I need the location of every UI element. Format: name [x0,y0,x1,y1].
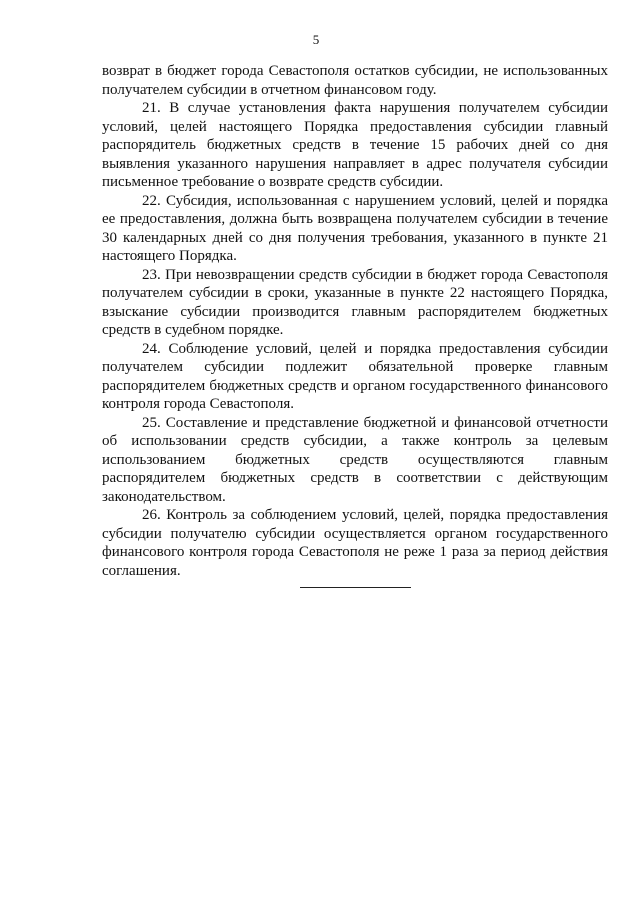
paragraph-21: 21. В случае установления факта нарушения получателем субсидии условий, целей настоящего Порядка предоставления субсидии главный распорядитель бюджетных средств в течение 15 рабочих дней со дня выявления указанного нарушения направляет в адрес получателя субсидии письменное требование о возврате средств субсидии. [102,100,608,190]
paragraph-23: 23. При невозвращении средств субсидии в бюджет города Севастополя получателем субсидии в сроки, указанные в пункте 22 настоящего Порядка, взыскание субсидии производится главным распорядителем бюджетных средств в судебном порядке. [102,266,608,338]
end-of-document-rule [300,587,411,588]
document-body [102,62,608,580]
paragraph-26: 26. Контроль за соблюдением условий, целей, порядка предоставления субсидии получателю субсидии осуществляется органом государственного финансового контроля города Севастополя не реже 1 раза за период действия соглашения. [102,507,608,579]
paragraph-continuation: возврат в бюджет города Севастополя остатков субсидии, не использованных получателем субсидии в отчетном финансовом году. [102,63,608,98]
paragraph-25: 25. Составление и представление бюджетной и финансовой отчетности об использовании средств субсидии, а также контроль за целевым использованием бюджетных средств осуществляются главным распорядителем бюджетных средств в соответствии с действующим законодательством. [102,414,608,505]
paragraph-24: 24. Соблюдение условий, целей и порядка предоставления субсидии получателем субсидии подлежит обязательной проверке главным распорядителем бюджетных средств и органом государственного финансового контроля города Севастополя. [102,340,608,412]
paragraph-22: 22. Субсидия, использованная с нарушением условий, целей и порядка ее предоставления, должна быть возвращена получателем субсидии в течение 30 календарных дней со дня получения требования, указанного в пункте 21 настоящего Порядка. [102,192,608,264]
page-number: 5 [312,32,320,47]
